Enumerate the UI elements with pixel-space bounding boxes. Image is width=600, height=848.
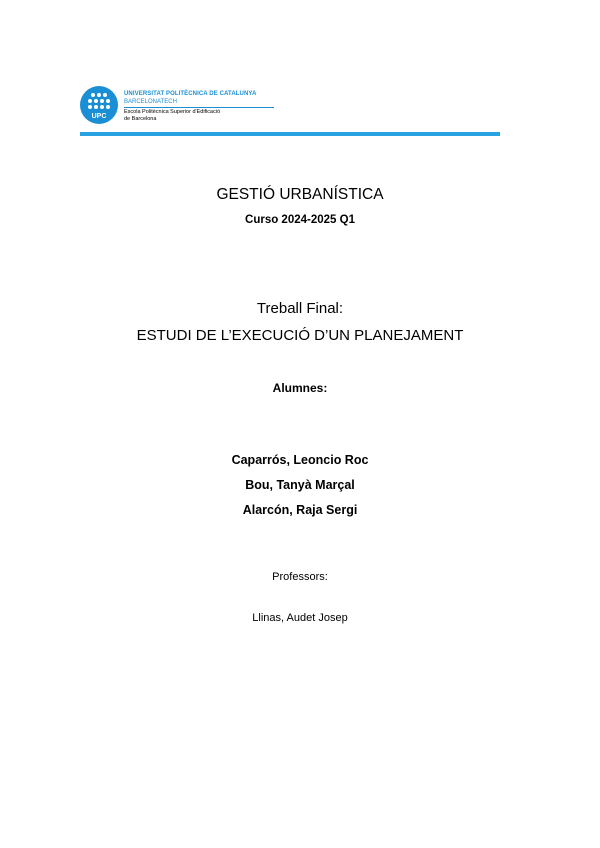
upc-logo [80, 86, 118, 124]
logo-text: UPC [91, 113, 107, 120]
professors-label: Professors: [272, 571, 328, 583]
student-name: Alarcón, Raja Sergi [242, 503, 358, 517]
subject-title: GESTIÓ URBANÍSTICA [216, 186, 384, 203]
course-label: Curso 2024-2025 Q1 [245, 214, 355, 226]
work-title: Treball Final: [256, 300, 344, 317]
study-title: ESTUDI DE L’EXECUCIÓ D’UN PLANEJAMENT [136, 327, 464, 344]
student-name: Caparrós, Leoncio Roc [231, 453, 369, 467]
school-name-line1: Escola Politècnica Superior d'Edificació [124, 109, 221, 115]
school-name-line2: de Barcelona [124, 115, 157, 122]
header-separator [124, 107, 274, 108]
barcelonatech-label: BARCELONATECH [124, 99, 177, 105]
student-name: Bou, Tanyà Marçal [245, 478, 355, 492]
professor-name: Llinas, Audet Josep [252, 612, 348, 624]
header-rule [80, 132, 500, 136]
students-label: Alumnes: [272, 381, 328, 395]
institution-header [80, 86, 500, 134]
university-name: UNIVERSITAT POLITÈCNICA DE CATALUNYA [124, 91, 257, 97]
institution-name-block [124, 91, 274, 122]
